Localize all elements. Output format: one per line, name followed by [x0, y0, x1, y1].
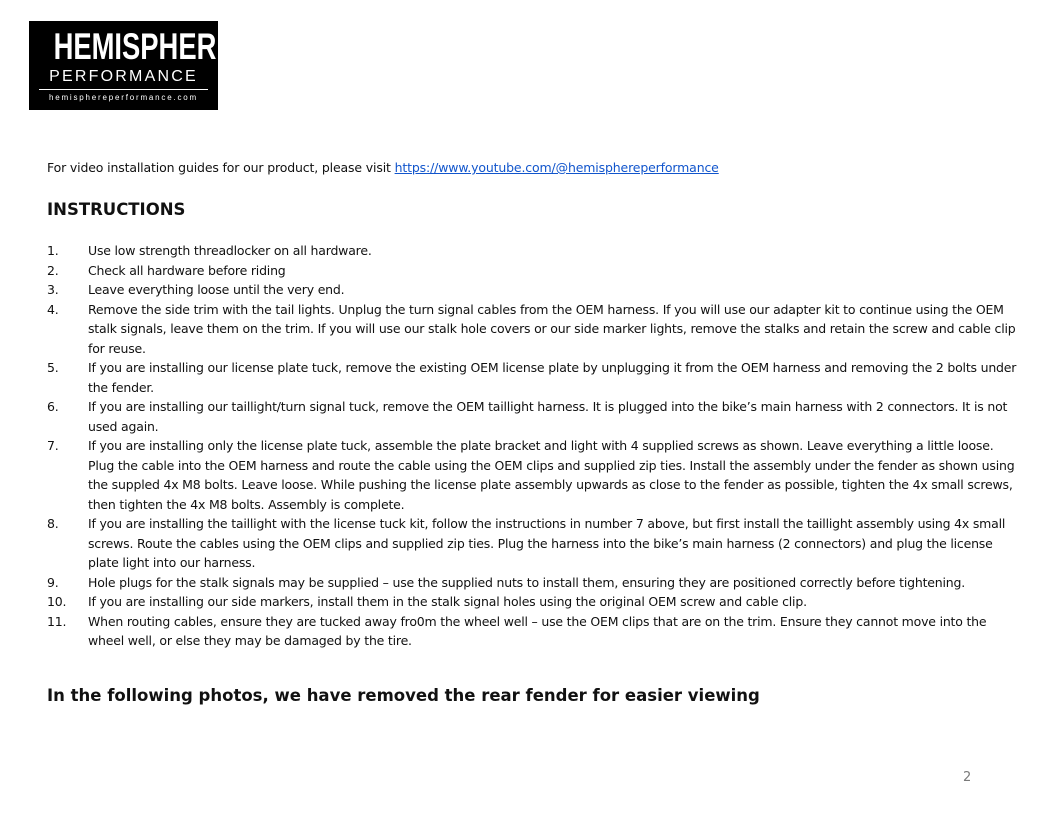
- instruction-number: 4.: [47, 301, 59, 317]
- instruction-number: 7.: [47, 438, 59, 453]
- video-guide-intro: [47, 159, 719, 176]
- logo-website: hemisphereperformance.com: [48, 93, 199, 102]
- instruction-item: [47, 300, 1022, 359]
- youtube-link[interactable]: https://www.youtube.com/@hemisphereperformance: [394, 160, 719, 175]
- instruction-number: 6.: [47, 399, 59, 414]
- instruction-text: Use low strength threadlocker on all hardware.: [88, 243, 372, 258]
- instruction-item: [47, 573, 1022, 593]
- instruction-number: 1.: [47, 243, 59, 258]
- instruction-text: Leave everything loose until the very end.: [88, 282, 345, 297]
- instruction-number: 5.: [47, 360, 59, 375]
- instruction-number: 9.: [47, 574, 59, 590]
- instruction-text: If you are installing only the license plate tuck, assemble the plate bracket and light with 4 supplied screws as shown. Leave everything a little loose. Plug the cable into the OEM harness and route the cable using the OEM clips and supplied zip ties. Install the assembly under the fender as shown using the suppled 4x M8 bolts. Leave loose. While pushing the license plate assembly upwards as close to the fender as possible, tighten the 4x small screws, then tighten the 4x M8 bolts. Assembly is complete.: [88, 438, 1015, 512]
- instruction-item: [47, 358, 1022, 397]
- instruction-text: If you are installing our license plate tuck, remove the existing OEM license plate by unplugging it from the OEM harness and removing the 2 bolts under the fender.: [88, 360, 1017, 395]
- page-number: 2: [963, 770, 972, 785]
- instruction-item: [47, 436, 1022, 514]
- instruction-item: [47, 280, 1022, 300]
- instruction-text: If you are installing our taillight/turn signal tuck, remove the OEM taillight harness. It is plugged into the bike’s main harness with 2 connectors. It is not used again.: [88, 399, 1008, 434]
- instruction-text: If you are installing the taillight with the license tuck kit, follow the instructions in number 7 above, but first install the taillight assembly using 4x small screws. Route the cables using the OEM clips and supplied zip ties. Plug the harness into the bike’s main harness (2 connectors) and plug the license plate light into our harness.: [88, 516, 1006, 570]
- logo-brand-bottom: PERFORMANCE: [49, 68, 198, 85]
- photos-note-heading: In the following photos, we have removed the rear fender for easier viewing: [47, 686, 760, 705]
- instruction-number: 3.: [47, 282, 59, 297]
- instruction-text: Hole plugs for the stalk signals may be supplied – use the supplied nuts to install them, ensuring they are positioned correctly before tightening.: [88, 574, 966, 590]
- logo-brand-top: HEMISPHERE: [53, 26, 235, 67]
- instruction-item: [47, 514, 1022, 573]
- instructions-list: [47, 241, 1022, 651]
- instructions-heading: INSTRUCTIONS: [47, 200, 186, 219]
- instruction-text: If you are installing our side markers, install them in the stalk signal holes using the original OEM screw and cable clip.: [88, 594, 807, 609]
- instruction-item: [47, 612, 1022, 651]
- intro-text: For video installation guides for our product, please visit: [47, 160, 395, 175]
- instruction-item: [47, 241, 1022, 261]
- instruction-number: 11.: [47, 613, 67, 629]
- instruction-number: 8.: [47, 516, 59, 531]
- instruction-text: Check all hardware before riding: [88, 262, 286, 278]
- instruction-number: 2.: [47, 262, 59, 278]
- instruction-item: [47, 592, 1022, 612]
- instruction-text: When routing cables, ensure they are tucked away fro0m the wheel well – use the OEM clips that are on the trim. Ensure they cannot move into the wheel well, or else they may be damaged by the tire.: [88, 613, 987, 648]
- instruction-text: Remove the side trim with the tail lights. Unplug the turn signal cables from the OEM harness. If you will use our adapter kit to continue using the OEM stalk signals, leave them on the trim. If you will use our stalk hole covers or our side marker lights, remove the stalks and retain the screw and cable clip for reuse.: [88, 301, 1016, 356]
- brand-logo: [29, 21, 235, 110]
- instruction-item: [47, 261, 1022, 281]
- logo-divider: [39, 89, 208, 90]
- instruction-number: 10.: [47, 594, 67, 609]
- instruction-item: [47, 397, 1022, 436]
